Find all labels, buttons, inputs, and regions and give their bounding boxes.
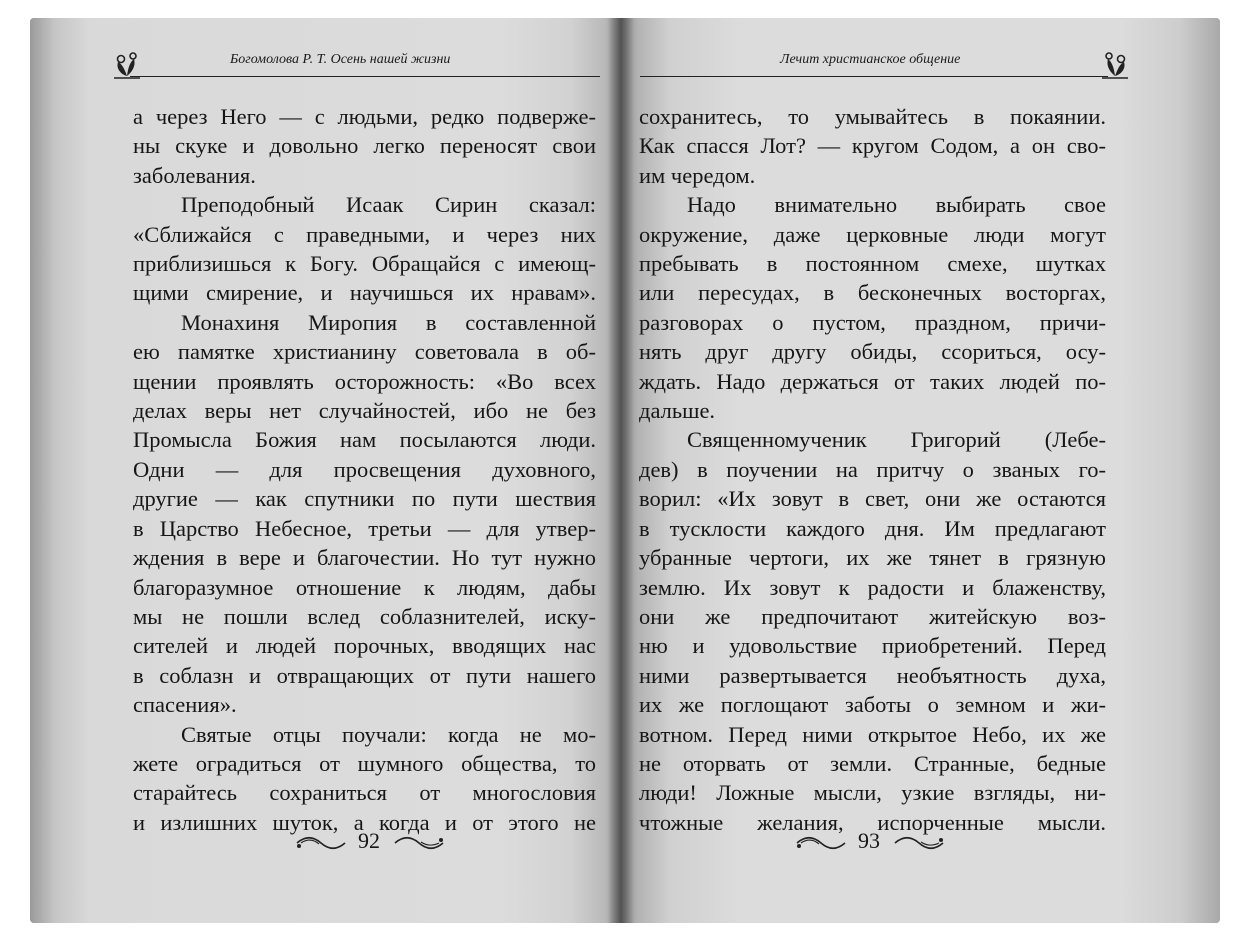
text-line: в тусклости каждого дня. Им предлагают [639,515,1106,541]
text-line: спасения». [133,692,237,718]
text-line: их же поглощают заботы о земном и жи- [639,692,1106,718]
text-line: Промысла Божия нам посылаются люди. [133,427,596,453]
text-line: дальше. [639,398,716,424]
text-line: старайтесь сохраниться от многословия [133,780,596,806]
floral-ornament-icon [1098,52,1132,80]
text-line: Священномученик Григорий (Лебе- [687,427,1106,453]
text-line: благоразумное отношение к людям, дабы [133,574,596,600]
text-line: а через Него — с людьми, редко подвержe- [133,104,596,129]
text-line: разговорах о пустом, праздном, причи- [639,309,1106,335]
running-head-left: Богомолова Р. Т. Осень нашей жизни [230,52,451,67]
text-line: заболевания. [133,162,256,188]
left-page-body [133,102,596,837]
text-line: другие — как спутники по пути шествия [133,486,596,512]
text-line: они же предпочитают житейскую воз- [639,603,1106,629]
text-line: убранные чертоги, их же тянет в грязную [639,545,1106,571]
right-page-body [639,102,1106,837]
text-line: окружение, даже церковные люди могут [639,221,1106,247]
swash-ornament-icon [295,834,347,852]
text-line: щении проявлять осторожность: «Во всех [133,368,596,394]
text-line: люди! Ложные мысли, узкие взгляды, ни- [639,780,1106,806]
book-spine-gutter [608,18,634,923]
text-line: мы не пошли вслед соблазнителей, иску- [133,603,596,629]
text-line: ны скуке и довольно легко переносят свои [133,133,596,159]
text-line: Святые отцы поучали: когда не мо- [181,721,596,747]
page-footer-left [295,828,445,858]
left-page [30,18,620,923]
text-line: ждать. Надо держаться от таких людей по- [639,368,1106,394]
text-line: «Сближайся с праведными, и через них [133,221,596,247]
text-line: нять друг другу обиды, ссориться, осу- [639,339,1106,365]
text-line: вотном. Перед ними открытое Небо, их же [639,721,1106,747]
text-line: дев) в поучении на притчу о званых го- [639,456,1106,482]
running-head-right: Лечит христианское общение [780,52,961,67]
text-line: Монахиня Миропия в составленной [181,309,596,335]
text-line: Надо внимательно выбирать свое [687,192,1106,218]
text-line: ворил: «Их зовут в свет, они же остаются [639,486,1106,512]
text-line: жете оградиться от шумного общества, то [133,750,596,776]
text-line: ею памятке христианину советовала в об- [133,339,596,365]
text-line: в соблазн и отвращающих от пути нашего [133,662,596,688]
text-line: щими смирение, и научишься их нравам». [133,280,596,306]
header-rule-right [640,76,1108,77]
text-line: ждения в вере и благочестии. Но тут нужно [133,545,596,571]
text-line: им чередом. [639,162,756,188]
text-line: приблизишься к Богу. Обращайся с имеющ- [133,251,596,277]
text-line: Преподобный Исаак Сирин сказал: [181,192,596,218]
swash-ornament-icon [893,834,945,852]
page-number: 93 [858,828,880,853]
text-line: не оторвать от земли. Странные, бедные [639,750,1106,776]
open-book [30,18,1220,923]
text-line: ню и удовольствие приобретений. Перед [639,633,1106,659]
text-line: сохранитесь, то умывайтесь в покаянии. [639,104,1106,129]
text-line: землю. Их зовут к радости и блаженству, [639,574,1106,600]
text-line: Как спасся Лот? — кругом Содом, а он сво- [639,133,1106,159]
page-number: 92 [358,828,380,853]
text-line: делах веры нет случайностей, ибо не без [133,398,596,424]
right-page [620,18,1220,923]
text-line: чтожные желания, испорченные мысли. [639,809,1106,835]
text-line: Одни — для просвещения духовного, [133,456,596,482]
text-line: и излишних шуток, а когда и от этого не [133,809,596,835]
swash-ornament-icon [795,834,847,852]
text-line: или пересудах, в бесконечных восторгах, [639,280,1106,306]
text-line: в Царство Небесное, третьи — для утвер- [133,515,596,541]
page-footer-right [795,828,945,858]
swash-ornament-icon [393,834,445,852]
text-line: пребывать в постоянном смехе, шутках [639,251,1106,277]
text-line: ними развертывается необъятность духа, [639,662,1106,688]
text-line: сителей и людей порочных, вводящих нас [133,633,596,659]
header-rule-left [130,76,600,77]
